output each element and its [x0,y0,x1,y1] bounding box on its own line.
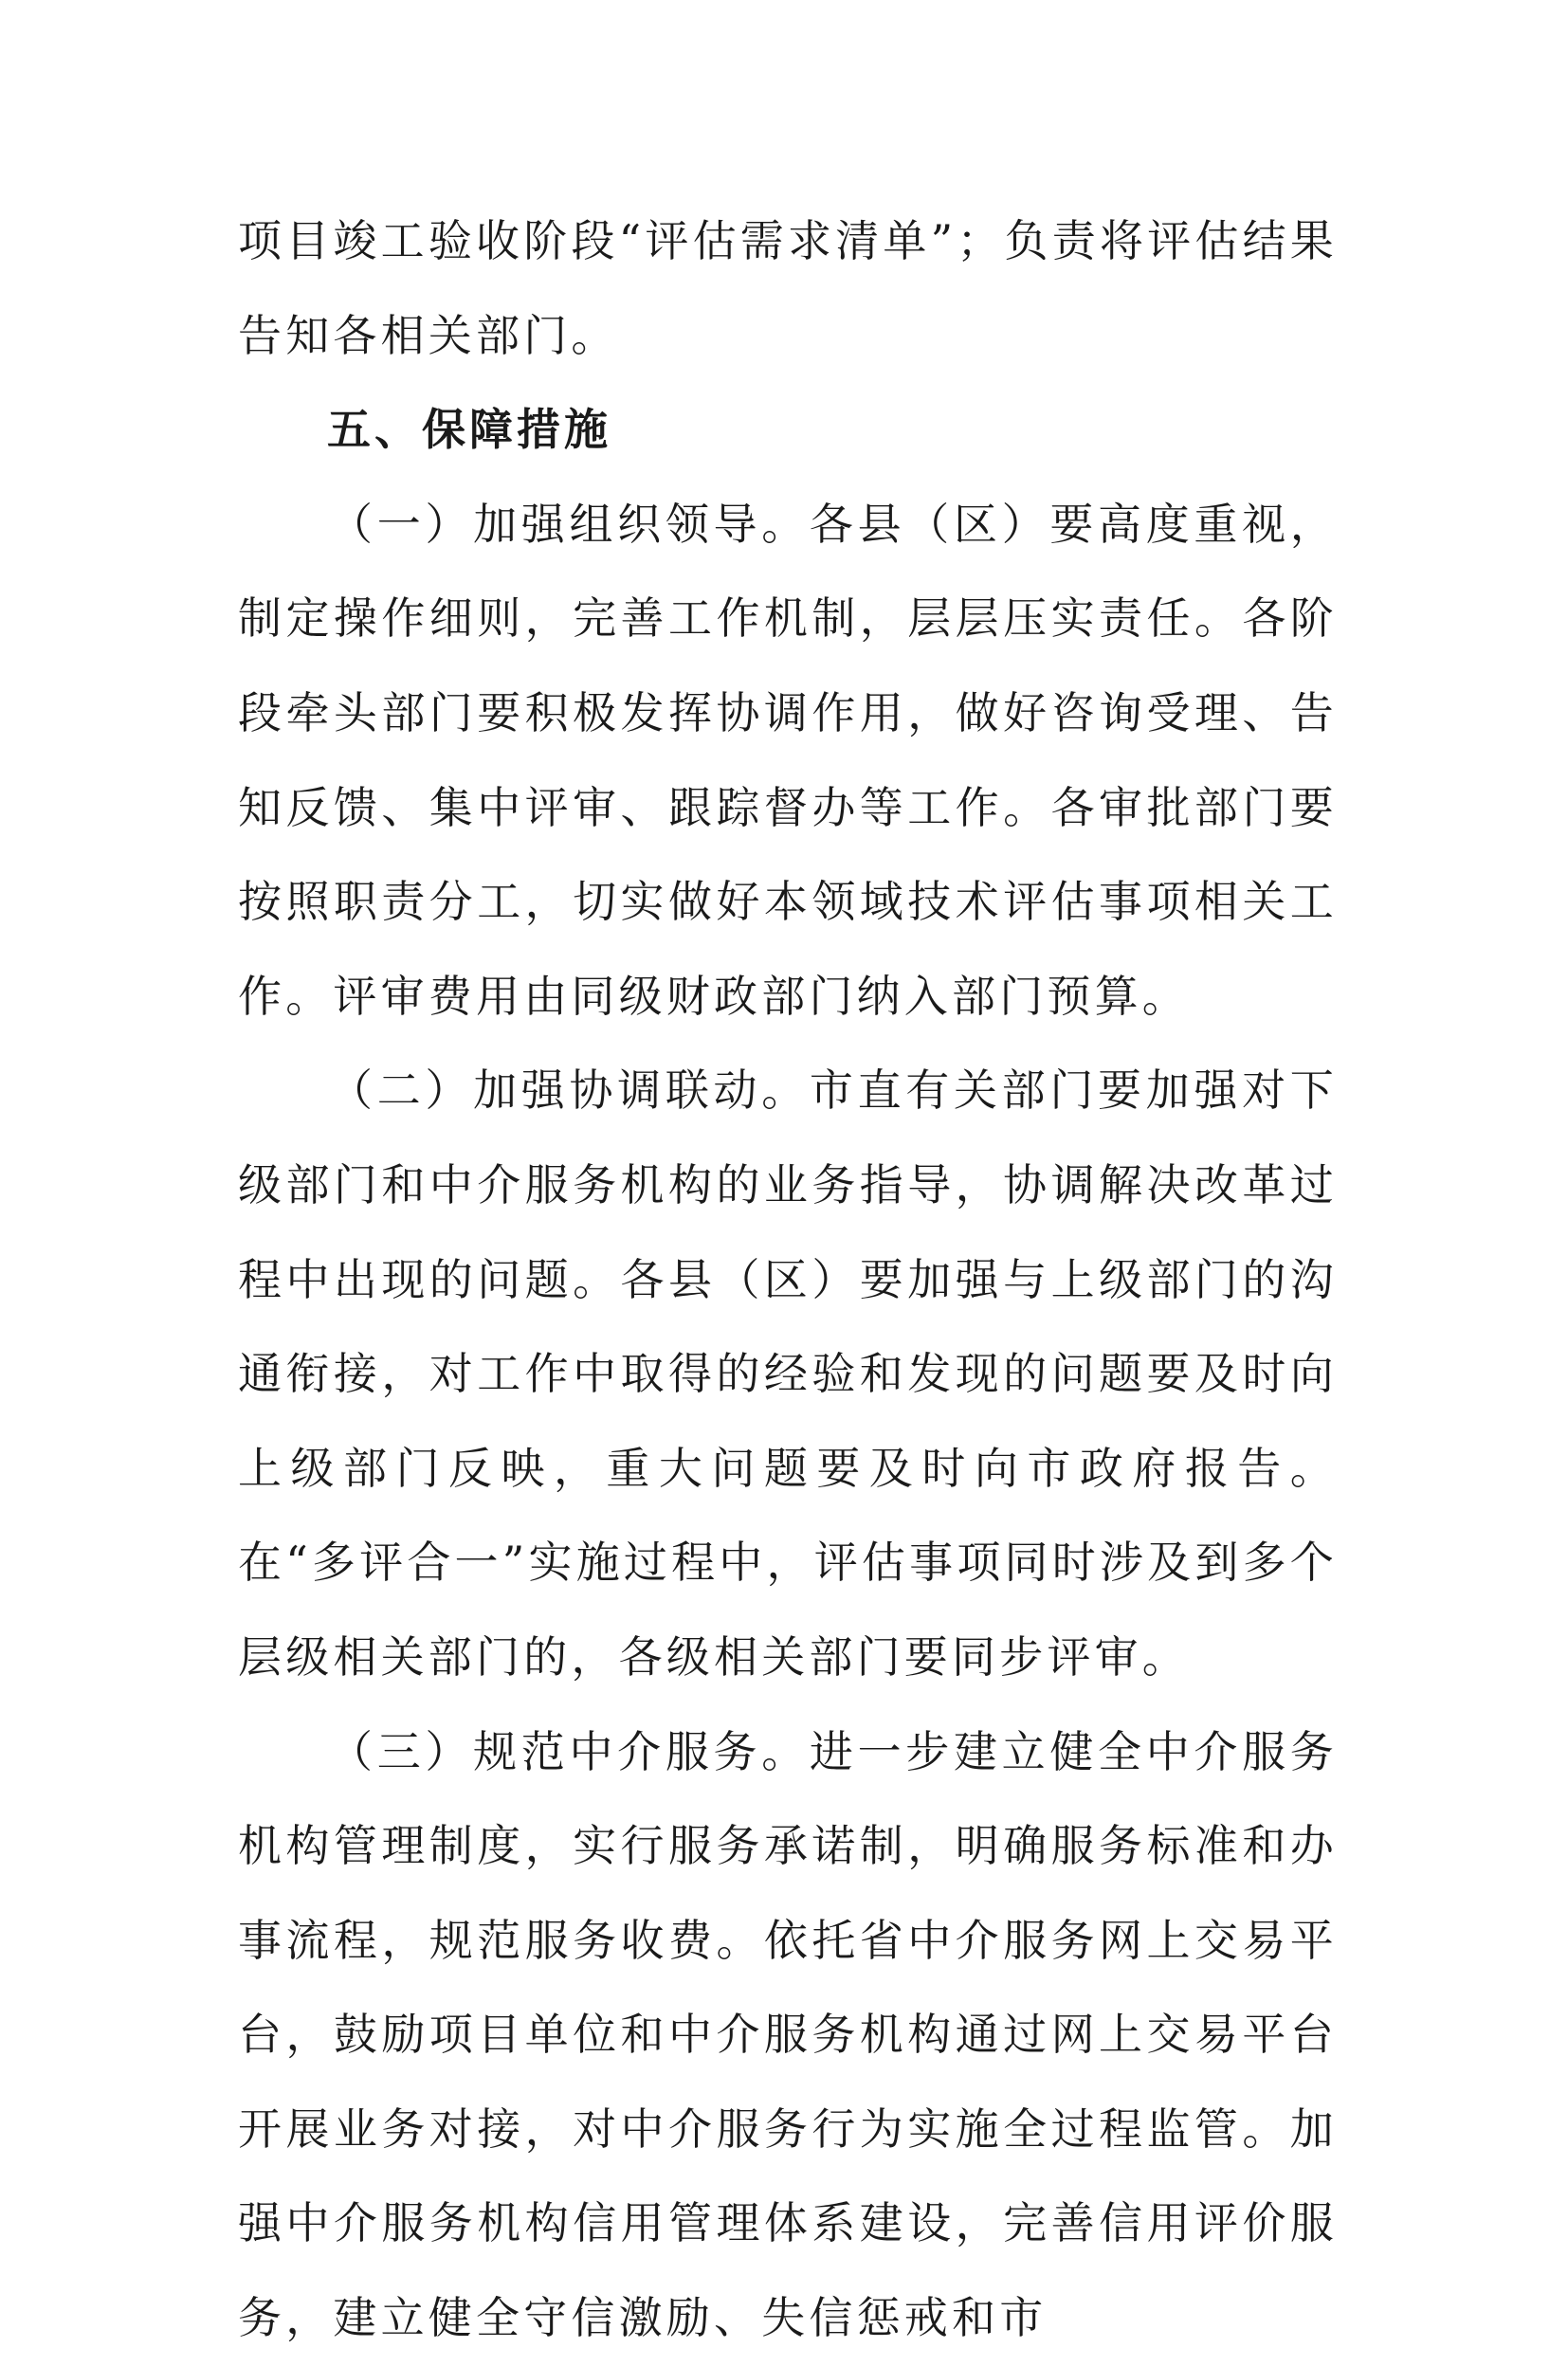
section-heading-safeguards: 五、保障措施 [327,404,611,456]
paragraph-coordination: （二）加强协调联动。市直有关部门要加强对下级部门和中介服务机构的业务指导，协调解决改革过程中出现的问题。各县（区）要加强与上级部门的沟通衔接，对工作中取得的经验和发现的问题要及时向上级部门反映，重大问题要及时向市政府报告。在“多评合一”实施过程中，评估事项同时涉及到多个层级相关部门的，各级相关部门要同步评审。 [238,1065,1338,1683]
paragraph-intermediary-services: （三）规范中介服务。进一步建立健全中介服务机构管理制度，实行服务承诺制，明确服务标准和办事流程，规范服务收费。依托省中介服务网上交易平台，鼓励项目单位和中介服务机构通过网上交易平台开展业务对接，对中介服务行为实施全过程监管。加强中介服务机构信用管理体系建设，完善信用评价服务，建立健全守信激励、失信惩戒和市 [238,1725,1338,2344]
paragraph-organization-leadership: （一）加强组织领导。各县（区）要高度重视，制定操作细则，完善工作机制，层层压实责任。各阶段牵头部门要积极发挥协调作用，做好咨询受理、告知反馈、集中评审、跟踪督办等工作。各审批部门要按照职责分工，切实做好本领域技术评估事项相关工作。评审费用由同级财政部门纳入部门预算。 [238,498,1338,1022]
paragraph-continuation: 项目竣工验收阶段“评估需求清单”；负责将评估结果告知各相关部门。 [238,215,1338,361]
document-body [238,194,1338,2366]
